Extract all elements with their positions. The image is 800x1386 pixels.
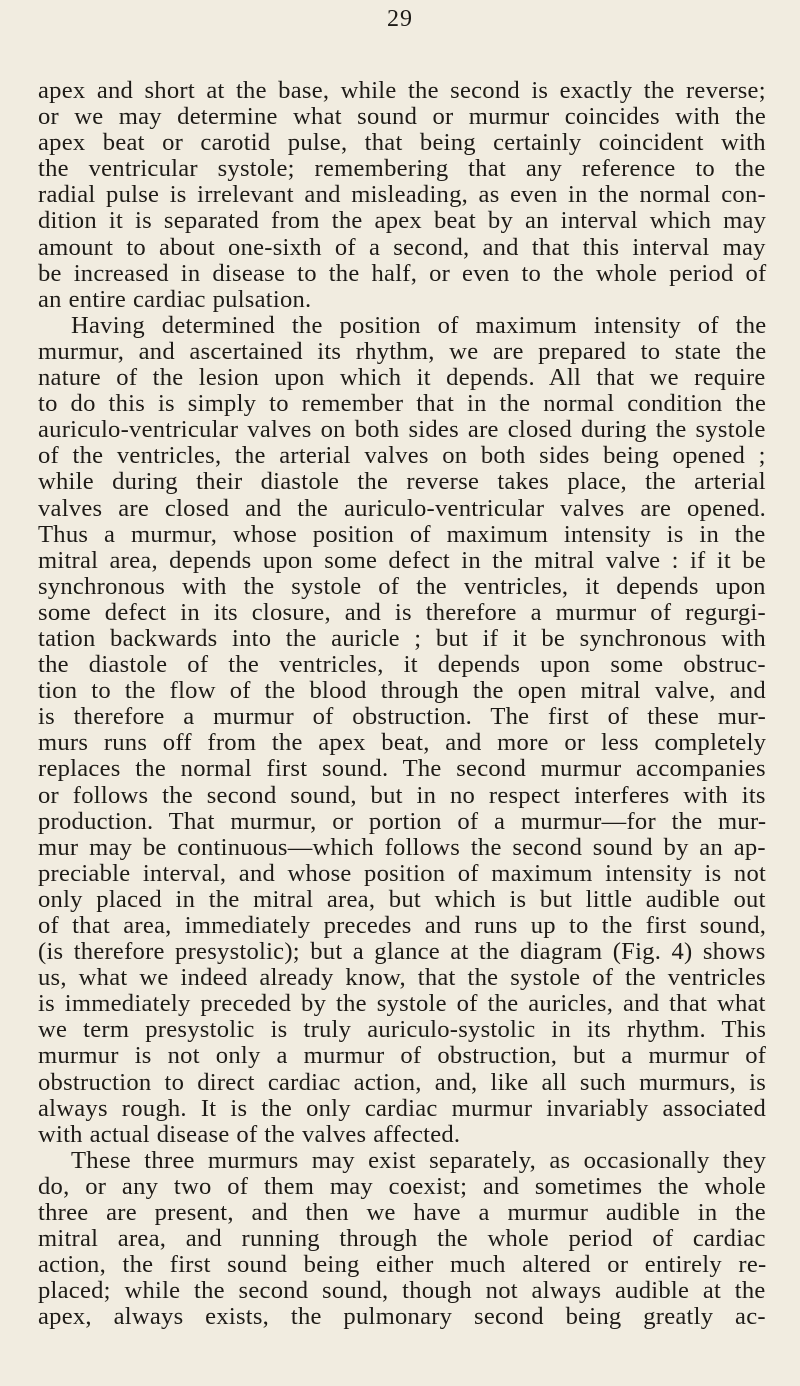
page-number: 29 (387, 6, 413, 32)
text-line: murmur is not only a murmur of obstruction, but a murmur of (38, 1042, 767, 1070)
text-line: tion to the flow of the blood through the open mitral valve, and (38, 677, 766, 705)
text-line: murmur, and ascertained its rhythm, we are prepared to state the (38, 337, 767, 365)
text-line: us, what we indeed already know, that the systole of the ventricles (38, 964, 766, 992)
text-line: mur may be continuous—which follows the second sound by an ap- (38, 833, 766, 861)
text-line: or follows the second sound, but in no respect interferes with its (38, 781, 766, 809)
text-line: obstruction to direct cardiac action, and, like all such murmurs, is (38, 1068, 767, 1096)
text-line: apex beat or carotid pulse, that being certainly coincident with (38, 129, 766, 157)
text-line: only placed in the mitral area, but which is but little audible out (38, 885, 766, 913)
text-line: to do this is simply to remember that in the normal condition the (38, 390, 767, 418)
text-line: of that area, immediately precedes and runs up to the first sound, (38, 912, 767, 939)
text-line: an entire cardiac pulsation. (38, 285, 312, 313)
text-line: These three murmurs may exist separately, as occasionally they (71, 1146, 767, 1174)
text-line: three are present, and then we have a murmur audible in the (38, 1199, 766, 1227)
text-line: apex and short at the base, while the second is exactly the reverse; (38, 77, 766, 104)
text-line: synchronous with the systole of the ventricles, it depends upon (38, 572, 766, 600)
text-line: auriculo-ventricular valves on both sides are closed during the systole (38, 416, 766, 444)
text-line: replaces the normal first sound. The second murmur accompanies (38, 755, 766, 783)
text-line: Having determined the position of maximum intensity of the (71, 311, 767, 339)
text-line: placed; while the second sound, though not always audible at the (38, 1277, 766, 1305)
text-line: we term presystolic is truly auriculo-systolic in its rhythm. This (38, 1016, 767, 1044)
text-line: action, the first sound being either much altered or entirely re- (38, 1251, 767, 1279)
body-text (38, 78, 766, 1331)
text-line: production. That murmur, or portion of a murmur—for the mur- (38, 807, 767, 835)
text-line: is therefore a murmur of obstruction. The first of these mur- (38, 703, 767, 731)
text-line: is immediately preceded by the systole of the auricles, and that what (38, 990, 766, 1018)
text-line: apex, always exists, the pulmonary second being greatly ac- (38, 1303, 766, 1331)
text-line: do, or any two of them may coexist; and sometimes the whole (38, 1172, 766, 1200)
text-line: Thus a murmur, whose position of maximum intensity is in the (38, 520, 766, 548)
text-line: always rough. It is the only cardiac murmur invariably associated (38, 1094, 767, 1122)
text-line: amount to about one-sixth of a second, and that this interval may (38, 233, 766, 261)
text-line: valves are closed and the auriculo-ventricular valves are opened. (38, 494, 766, 522)
text-line: while during their diastole the reverse takes place, the arterial (38, 468, 766, 496)
text-line: some defect in its closure, and is therefore a murmur of regurgi- (38, 598, 766, 626)
text-line: preciable interval, and whose position of maximum intensity is not (38, 859, 767, 887)
text-line: the ventricular systole; remembering that any reference to the (38, 155, 766, 183)
text-line: mitral area, depends upon some defect in the mitral valve : if it be (38, 546, 766, 574)
text-line: of the ventricles, the arterial valves on both sides being opened ; (38, 442, 766, 470)
text-line: tation backwards into the auricle ; but if it be synchronous with (38, 624, 766, 652)
text-line: murs runs off from the apex beat, and more or less completely (38, 729, 767, 757)
text-line: mitral area, and running through the whole period of cardiac (38, 1225, 766, 1253)
text-line: be increased in disease to the half, or even to the whole period of (38, 259, 767, 287)
text-line: radial pulse is irrelevant and misleading, as even in the normal con- (38, 181, 766, 209)
text-line: with actual disease of the valves affected. (38, 1120, 461, 1148)
text-line: the diastole of the ventricles, it depends upon some obstruc- (38, 651, 766, 679)
text-line: (is therefore presystolic); but a glance at the diagram (Fig. 4) shows (38, 938, 766, 966)
text-line: nature of the lesion upon which it depends. All that we require (38, 364, 766, 392)
text-line: or we may determine what sound or murmur coincides with the (38, 103, 766, 131)
text-line: dition it is separated from the apex beat by an interval which may (38, 207, 767, 235)
